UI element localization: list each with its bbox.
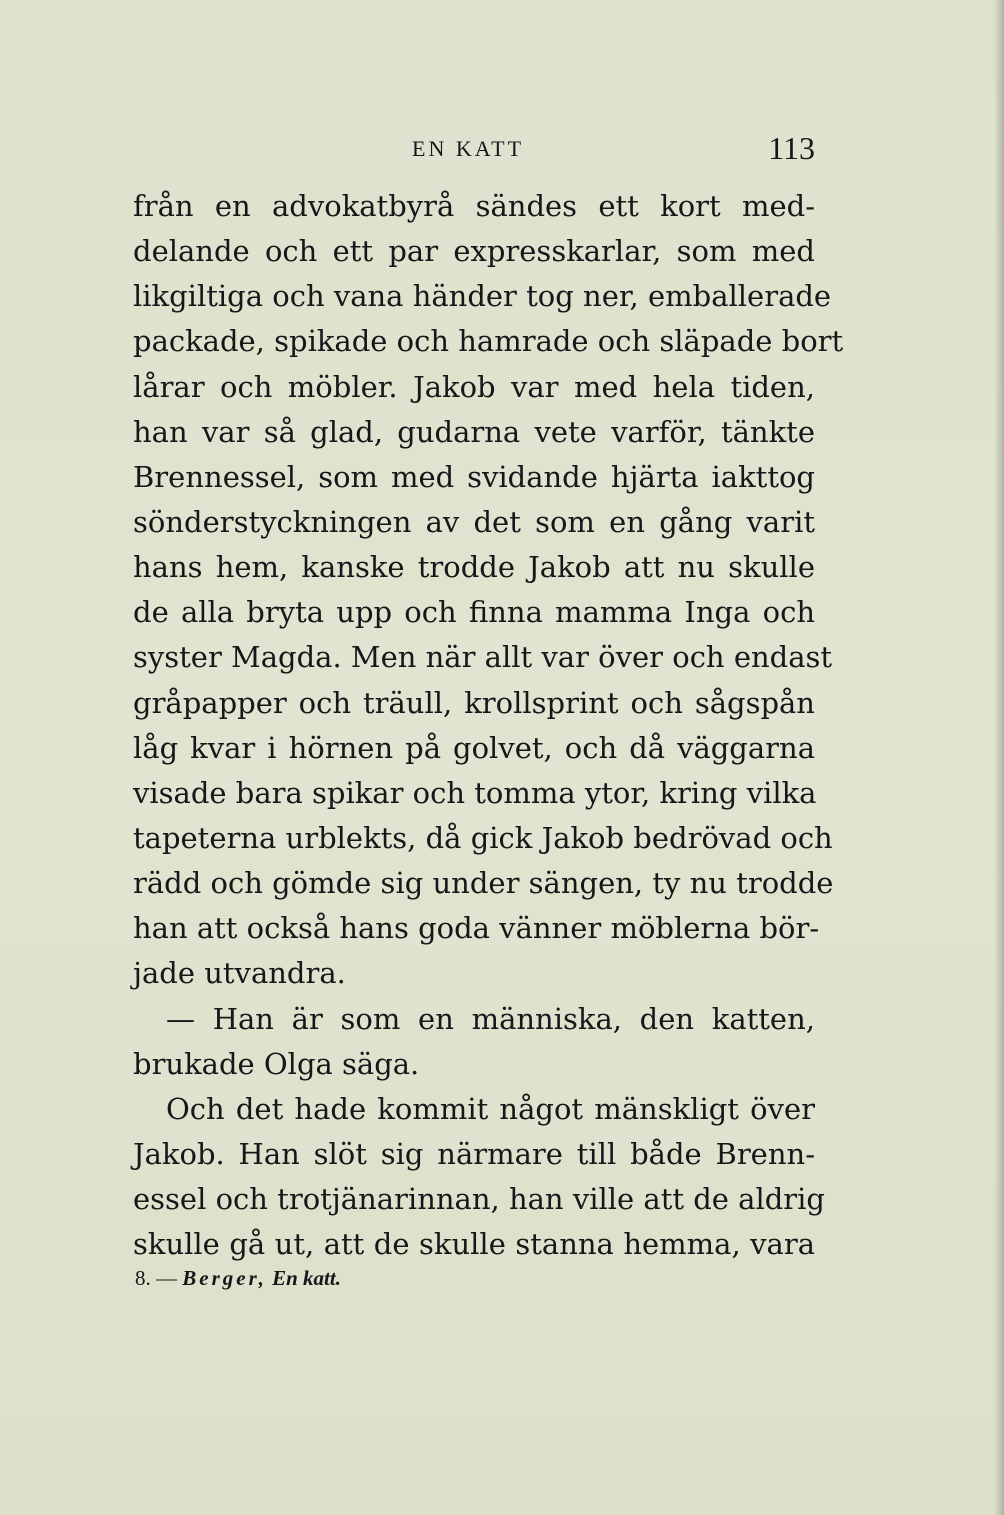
text-line: låg kvar i hörnen på golvet, och då väggarna	[133, 730, 815, 765]
text-line: — Han är som en människa, den katten,	[166, 1001, 815, 1036]
text-line: sönderstyckningen av det som en gång varit	[133, 504, 815, 539]
footer-dash: —	[156, 1266, 177, 1290]
text-line: packade, spikade och hamrade och släpade bort	[133, 324, 844, 359]
text-line: gråpapper och träull, krollsprint och sågspån	[133, 685, 815, 720]
page-number: 113	[768, 130, 815, 166]
text-line: essel och trotjänarinnan, han ville att de aldrig	[133, 1182, 825, 1217]
text-line: från en advokatbyrå sändes ett kort med-	[133, 189, 815, 223]
text-line: lårar och möbler. Jakob var med hela tiden,	[133, 369, 815, 404]
text-line: likgiltiga och vana händer tog ner, emballerade	[133, 279, 832, 314]
text-line: Jakob. Han slöt sig närmare till både Brenn-	[133, 1136, 815, 1171]
text-line: Och det hade kommit något mänskligt över	[166, 1091, 815, 1126]
page-edge-shadow	[994, 0, 1004, 1515]
text-line: Brennessel, som med svidande hjärta iakttog	[133, 459, 815, 494]
text-line: han var så glad, gudarna vete varför, tänkte	[133, 414, 815, 449]
text-line: delande och ett par expresskarlar, som med	[133, 234, 815, 269]
text-line: tapeterna urblekts, då gick Jakob bedrövad och	[133, 820, 833, 855]
signature-footer	[135, 1266, 341, 1291]
text-line: rädd och gömde sig under sängen, ty nu trodde	[133, 866, 834, 901]
text-line: skulle gå ut, att de skulle stanna hemma, vara	[133, 1227, 815, 1262]
footer-title: En katt.	[272, 1266, 341, 1290]
running-head-title: EN KATT	[412, 136, 525, 161]
text-line: hans hem, kanske trodde Jakob att nu skulle	[133, 550, 815, 585]
footer-author: Berger,	[182, 1266, 267, 1290]
running-head	[135, 130, 815, 170]
text-line: han att också hans goda vänner möblerna bör-	[133, 911, 820, 946]
text-line: jade utvandra.	[133, 956, 346, 991]
text-line: syster Magda. Men när allt var över och endast	[133, 640, 833, 675]
body-text	[133, 184, 844, 1267]
text-line: visade bara spikar och tomma ytor, kring vilka	[133, 775, 817, 810]
text-line: brukade Olga säga.	[133, 1046, 420, 1081]
text-line: de alla bryta upp och finna mamma Inga och	[133, 595, 815, 630]
signature-number: 8.	[135, 1266, 151, 1290]
